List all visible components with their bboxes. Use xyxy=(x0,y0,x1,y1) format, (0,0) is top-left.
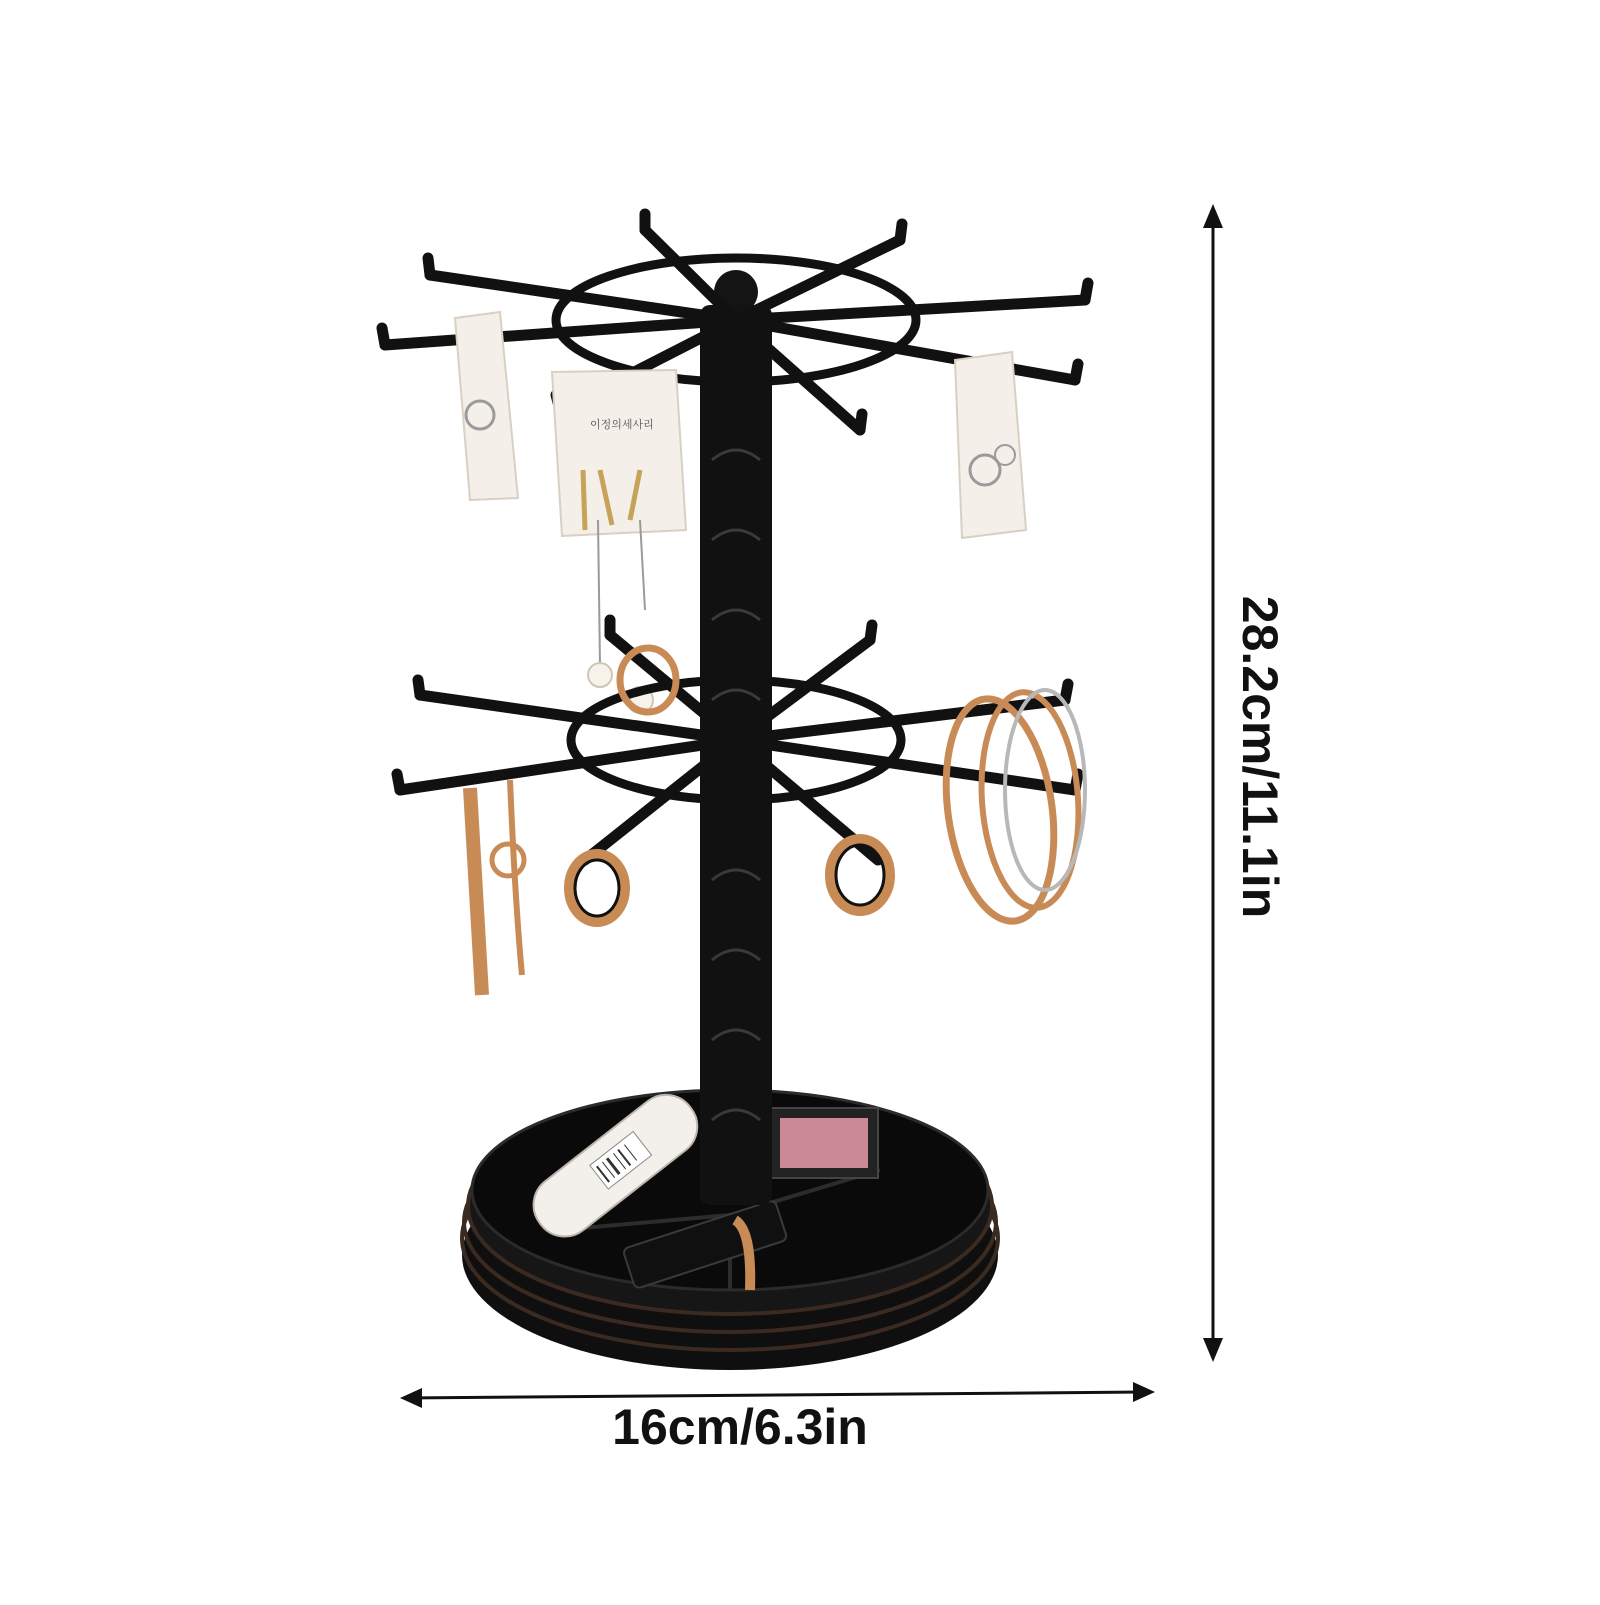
height-dimension-label: 28.2cm/11.1in xyxy=(1232,595,1288,919)
earring-card-center xyxy=(552,370,686,713)
ring-left xyxy=(569,854,625,922)
earring-card-text: 이정의세사리 xyxy=(590,418,654,431)
compact-case xyxy=(770,1108,878,1178)
height-dimension-arrow xyxy=(1203,204,1223,1362)
bangles-right xyxy=(933,689,1085,928)
bangle-left xyxy=(470,780,524,995)
width-dimension-label: 16cm/6.3in xyxy=(612,1399,868,1455)
earring-card-right xyxy=(955,352,1026,538)
